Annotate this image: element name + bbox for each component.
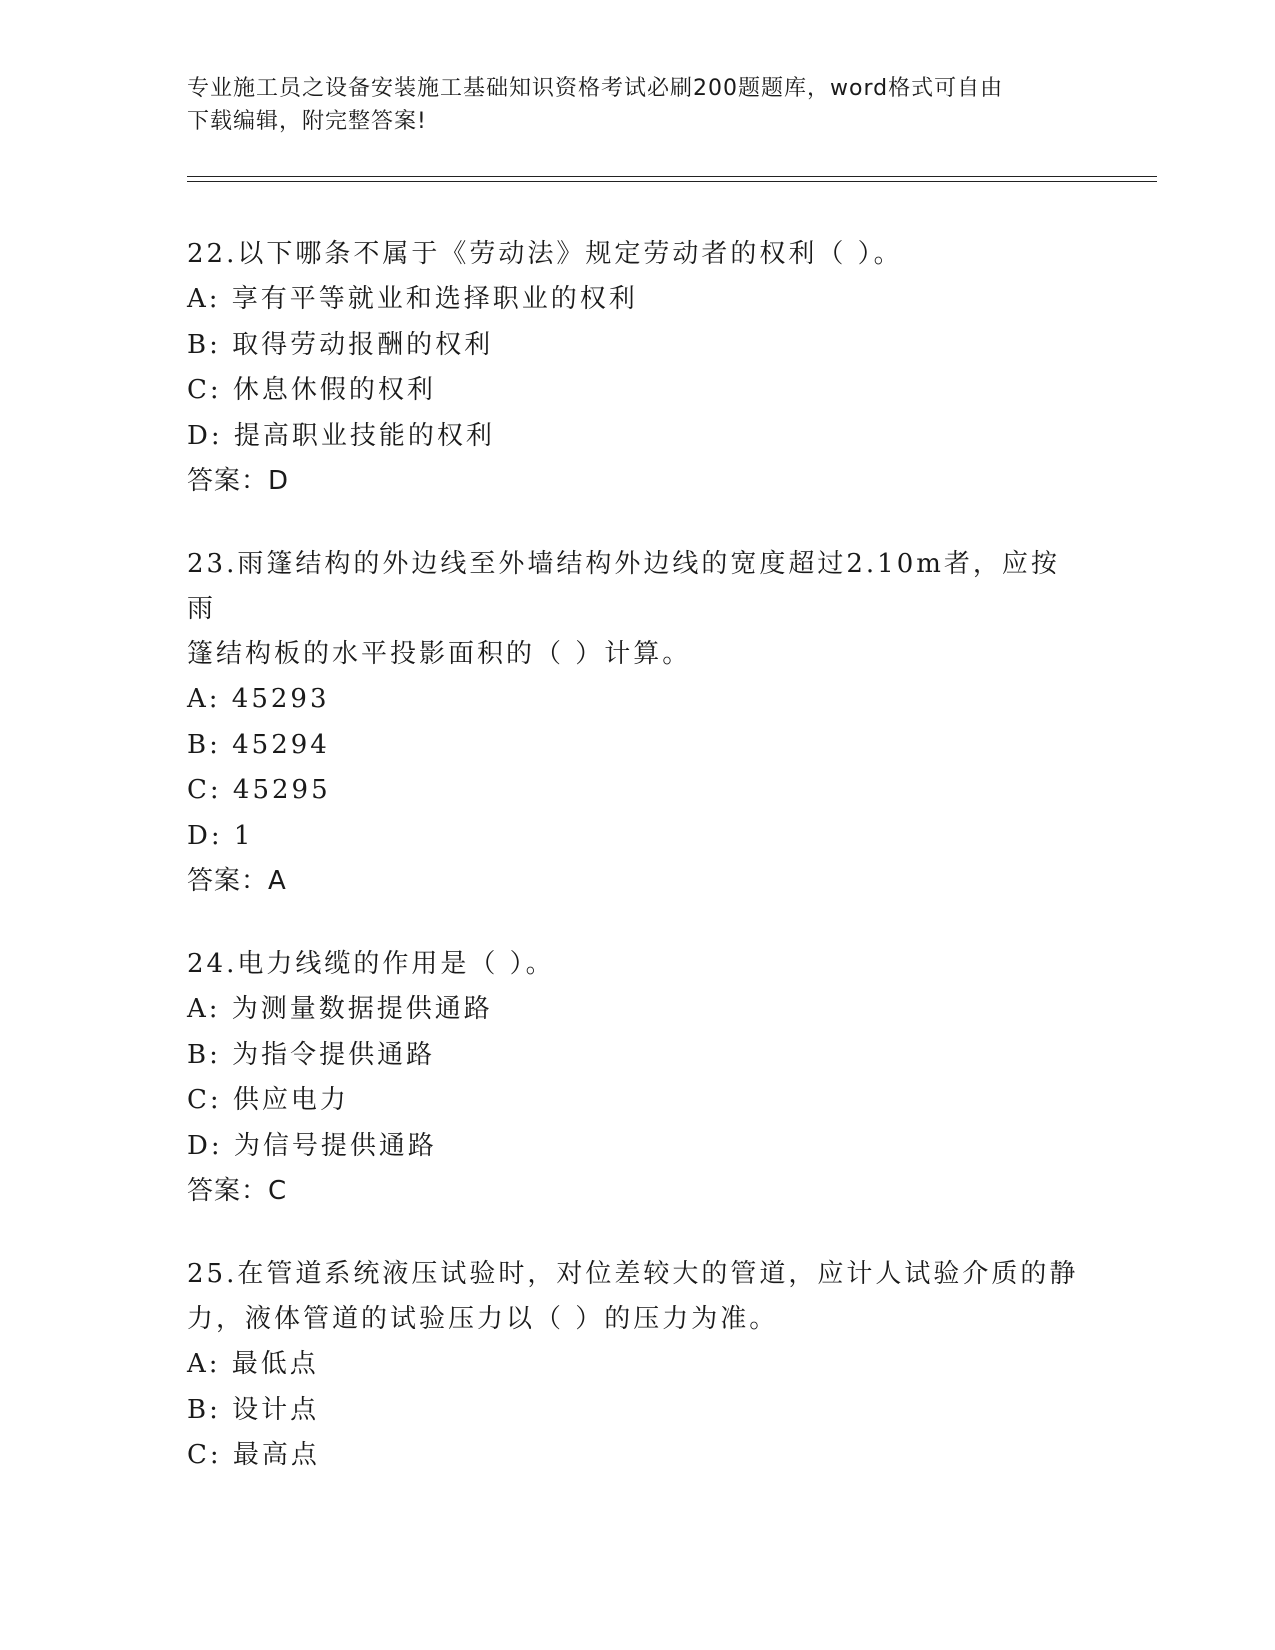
option-b: B: 为指令提供通路 [187,1039,436,1070]
question-text-line-1: 25.在管道系统液压试验时，对位差较大的管道，应计人试验介质的静 [187,1259,1079,1289]
question-text: 24.电力线缆的作用是（ ）。 [187,949,555,979]
question-23 [187,542,1087,904]
question-list [187,232,1087,1517]
option-c: C: 最高点 [187,1440,320,1470]
question-22 [187,232,1087,504]
option-a: A: 为测量数据提供通路 [187,994,493,1024]
option-b: B: 45294 [187,729,330,760]
header-line-1: 专业施工员之设备安装施工基础知识资格考试必刷200题题库，word格式可自由 [187,76,1004,101]
question-text-line-2: 篷结构板的水平投影面积的（ ）计算。 [187,639,692,669]
option-b: B: 取得劳动报酬的权利 [187,329,494,360]
option-d: D: 1 [187,820,254,851]
question-text: 22.以下哪条不属于《劳动法》规定劳动者的权利（ ）。 [187,239,903,269]
answer-label: 答案：D [187,466,290,496]
option-a: A: 45293 [187,684,330,714]
option-b: B: 设计点 [187,1394,320,1425]
header-divider-bottom [187,181,1157,182]
option-d: D: 提高职业技能的权利 [187,420,495,451]
option-a: A: 享有平等就业和选择职业的权利 [187,284,638,314]
answer-label: 答案：C [187,1176,288,1206]
header-line-2: 下载编辑，附完整答案! [187,109,427,134]
option-d: D: 为信号提供通路 [187,1130,437,1161]
document-header [187,72,1087,138]
answer-label: 答案：A [187,866,287,896]
option-c: C: 休息休假的权利 [187,375,436,405]
question-24 [187,942,1087,1214]
option-c: C: 45295 [187,775,331,805]
question-text-line-2: 力，液体管道的试验压力以（ ）的压力为准。 [187,1304,779,1334]
question-text-line-1: 23.雨篷结构的外边线至外墙结构外边线的宽度超过2.10m者，应按雨 [187,549,1060,624]
option-c: C: 供应电力 [187,1085,349,1115]
header-divider-top [187,176,1157,177]
question-25 [187,1252,1087,1479]
option-a: A: 最低点 [187,1349,319,1379]
